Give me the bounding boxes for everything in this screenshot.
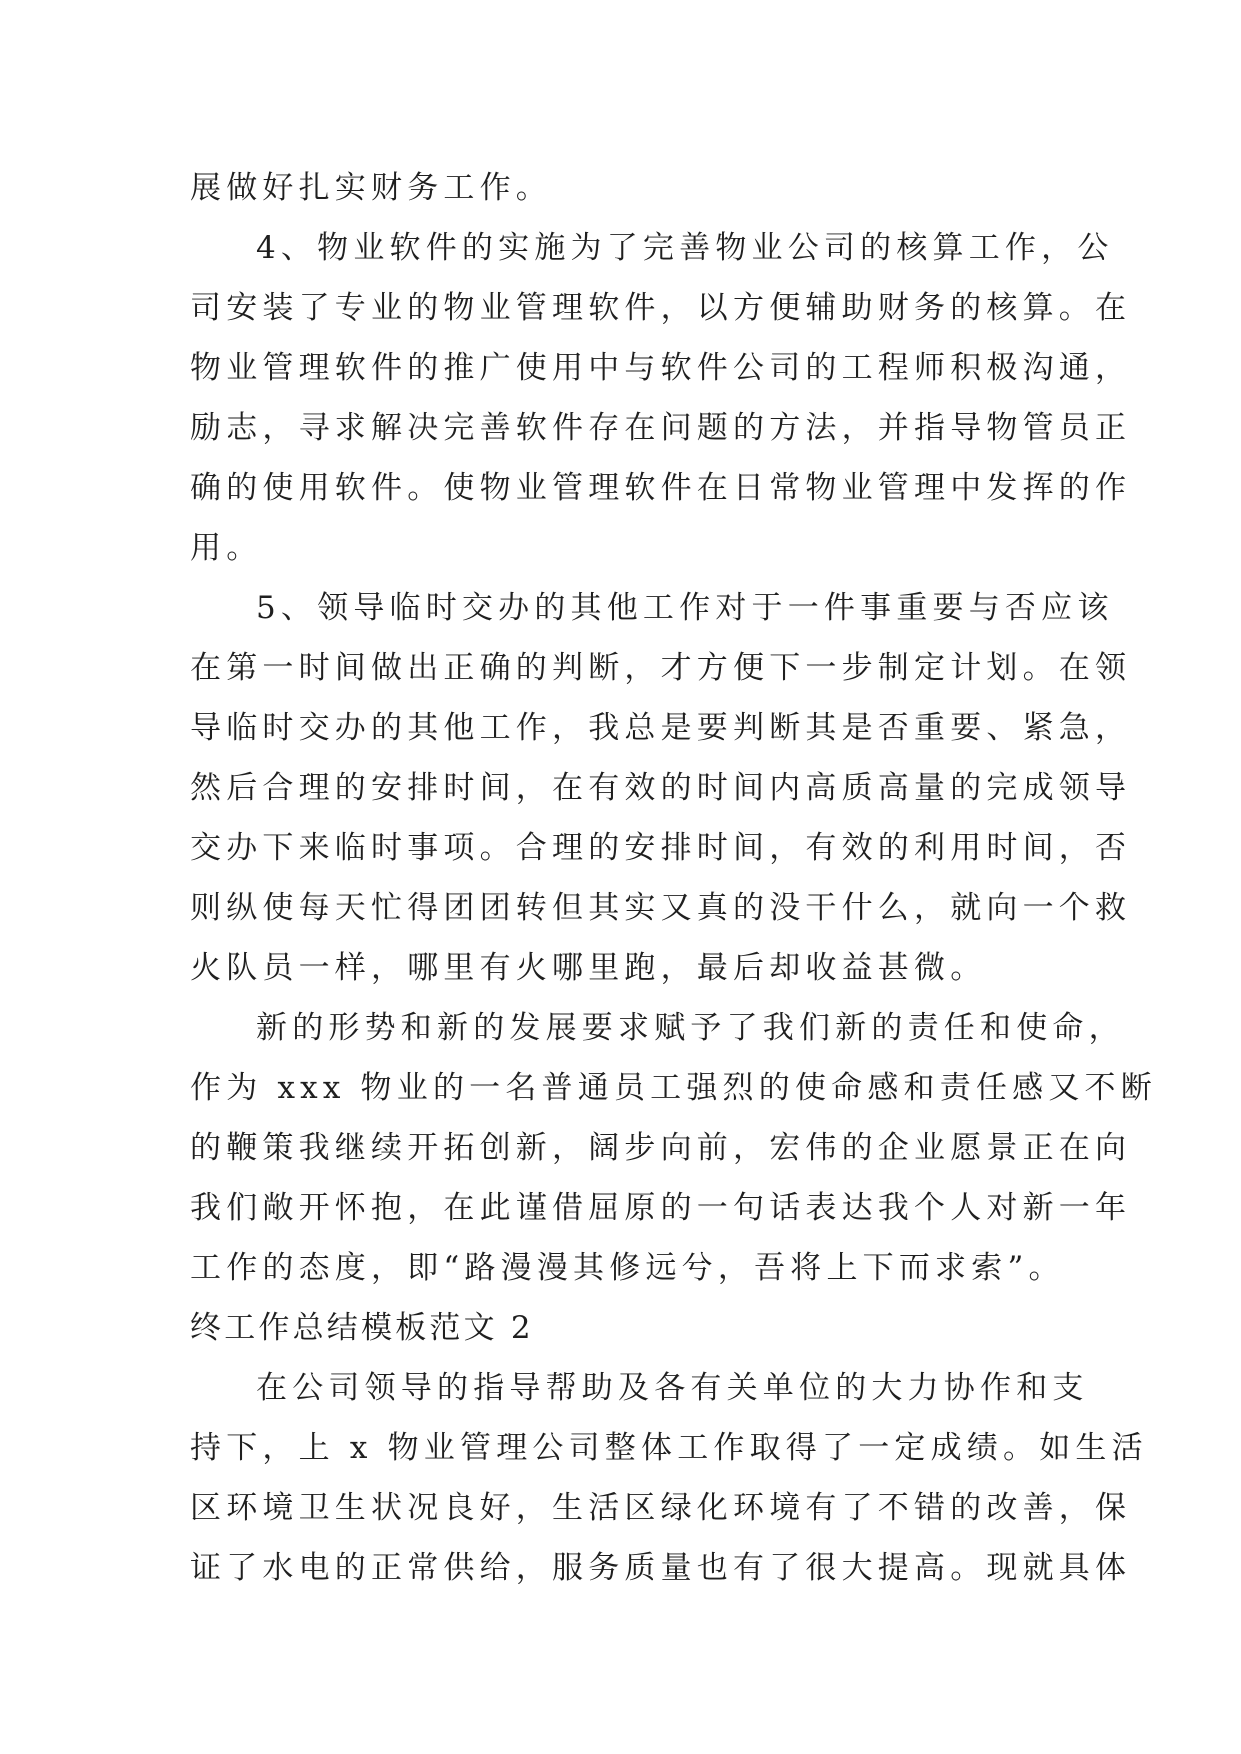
- text-line: 展做好扎实财务工作。: [190, 170, 552, 206]
- paragraph-first-line: 5、领导临时交办的其他工作对于一件事重要与否应该: [256, 590, 1114, 626]
- text-line: 我们敞开怀抱，在此谨借屈原的一句话表达我个人对新一年: [190, 1190, 1132, 1226]
- text-line: 的鞭策我继续开拓创新，阔步向前，宏伟的企业愿景正在向: [190, 1130, 1132, 1166]
- text-line: 火队员一样，哪里有火哪里跑，最后却收益甚微。: [190, 950, 987, 986]
- text-line: 区环境卫生状况良好，生活区绿化环境有了不错的改善，保: [190, 1490, 1132, 1526]
- section-heading: 终工作总结模板范文 2: [190, 1310, 534, 1346]
- text-line: 交办下来临时事项。合理的安排时间，有效的利用时间，否: [190, 830, 1132, 866]
- paragraph-first-line: 新的形势和新的发展要求赋予了我们新的责任和使命，: [256, 1010, 1125, 1046]
- text-line: 作为 xxx 物业的一名普通员工强烈的使命感和责任感又不断: [190, 1070, 1157, 1106]
- text-line: 用。: [190, 530, 263, 566]
- text-line: 司安装了专业的物业管理软件，以方便辅助财务的核算。在: [190, 290, 1132, 326]
- text-line: 确的使用软件。使物业管理软件在日常物业管理中发挥的作: [190, 470, 1132, 506]
- text-line: 物业管理软件的推广使用中与软件公司的工程师积极沟通，: [190, 350, 1132, 386]
- paragraph-first-line: 在公司领导的指导帮助及各有关单位的大力协作和支: [256, 1370, 1089, 1406]
- text-line: 持下，上 x 物业管理公司整体工作取得了一定成绩。如生活: [190, 1430, 1148, 1466]
- text-line: 励志，寻求解决完善软件存在问题的方法，并指导物管员正: [190, 410, 1132, 446]
- text-line: 然后合理的安排时间，在有效的时间内高质高量的完成领导: [190, 770, 1132, 806]
- text-line: 工作的态度，即“路漫漫其修远兮，吾将上下而求索”。: [190, 1250, 1065, 1286]
- text-line: 在第一时间做出正确的判断，才方便下一步制定计划。在领: [190, 650, 1132, 686]
- text-line: 则纵使每天忙得团团转但其实又真的没干什么，就向一个救: [190, 890, 1132, 926]
- paragraph-first-line: 4、物业软件的实施为了完善物业公司的核算工作，公: [256, 230, 1114, 266]
- text-line: 导临时交办的其他工作，我总是要判断其是否重要、紧急，: [190, 710, 1132, 746]
- text-line: 证了水电的正常供给，服务质量也有了很大提高。现就具体: [190, 1550, 1132, 1586]
- document-body: [190, 158, 1157, 1598]
